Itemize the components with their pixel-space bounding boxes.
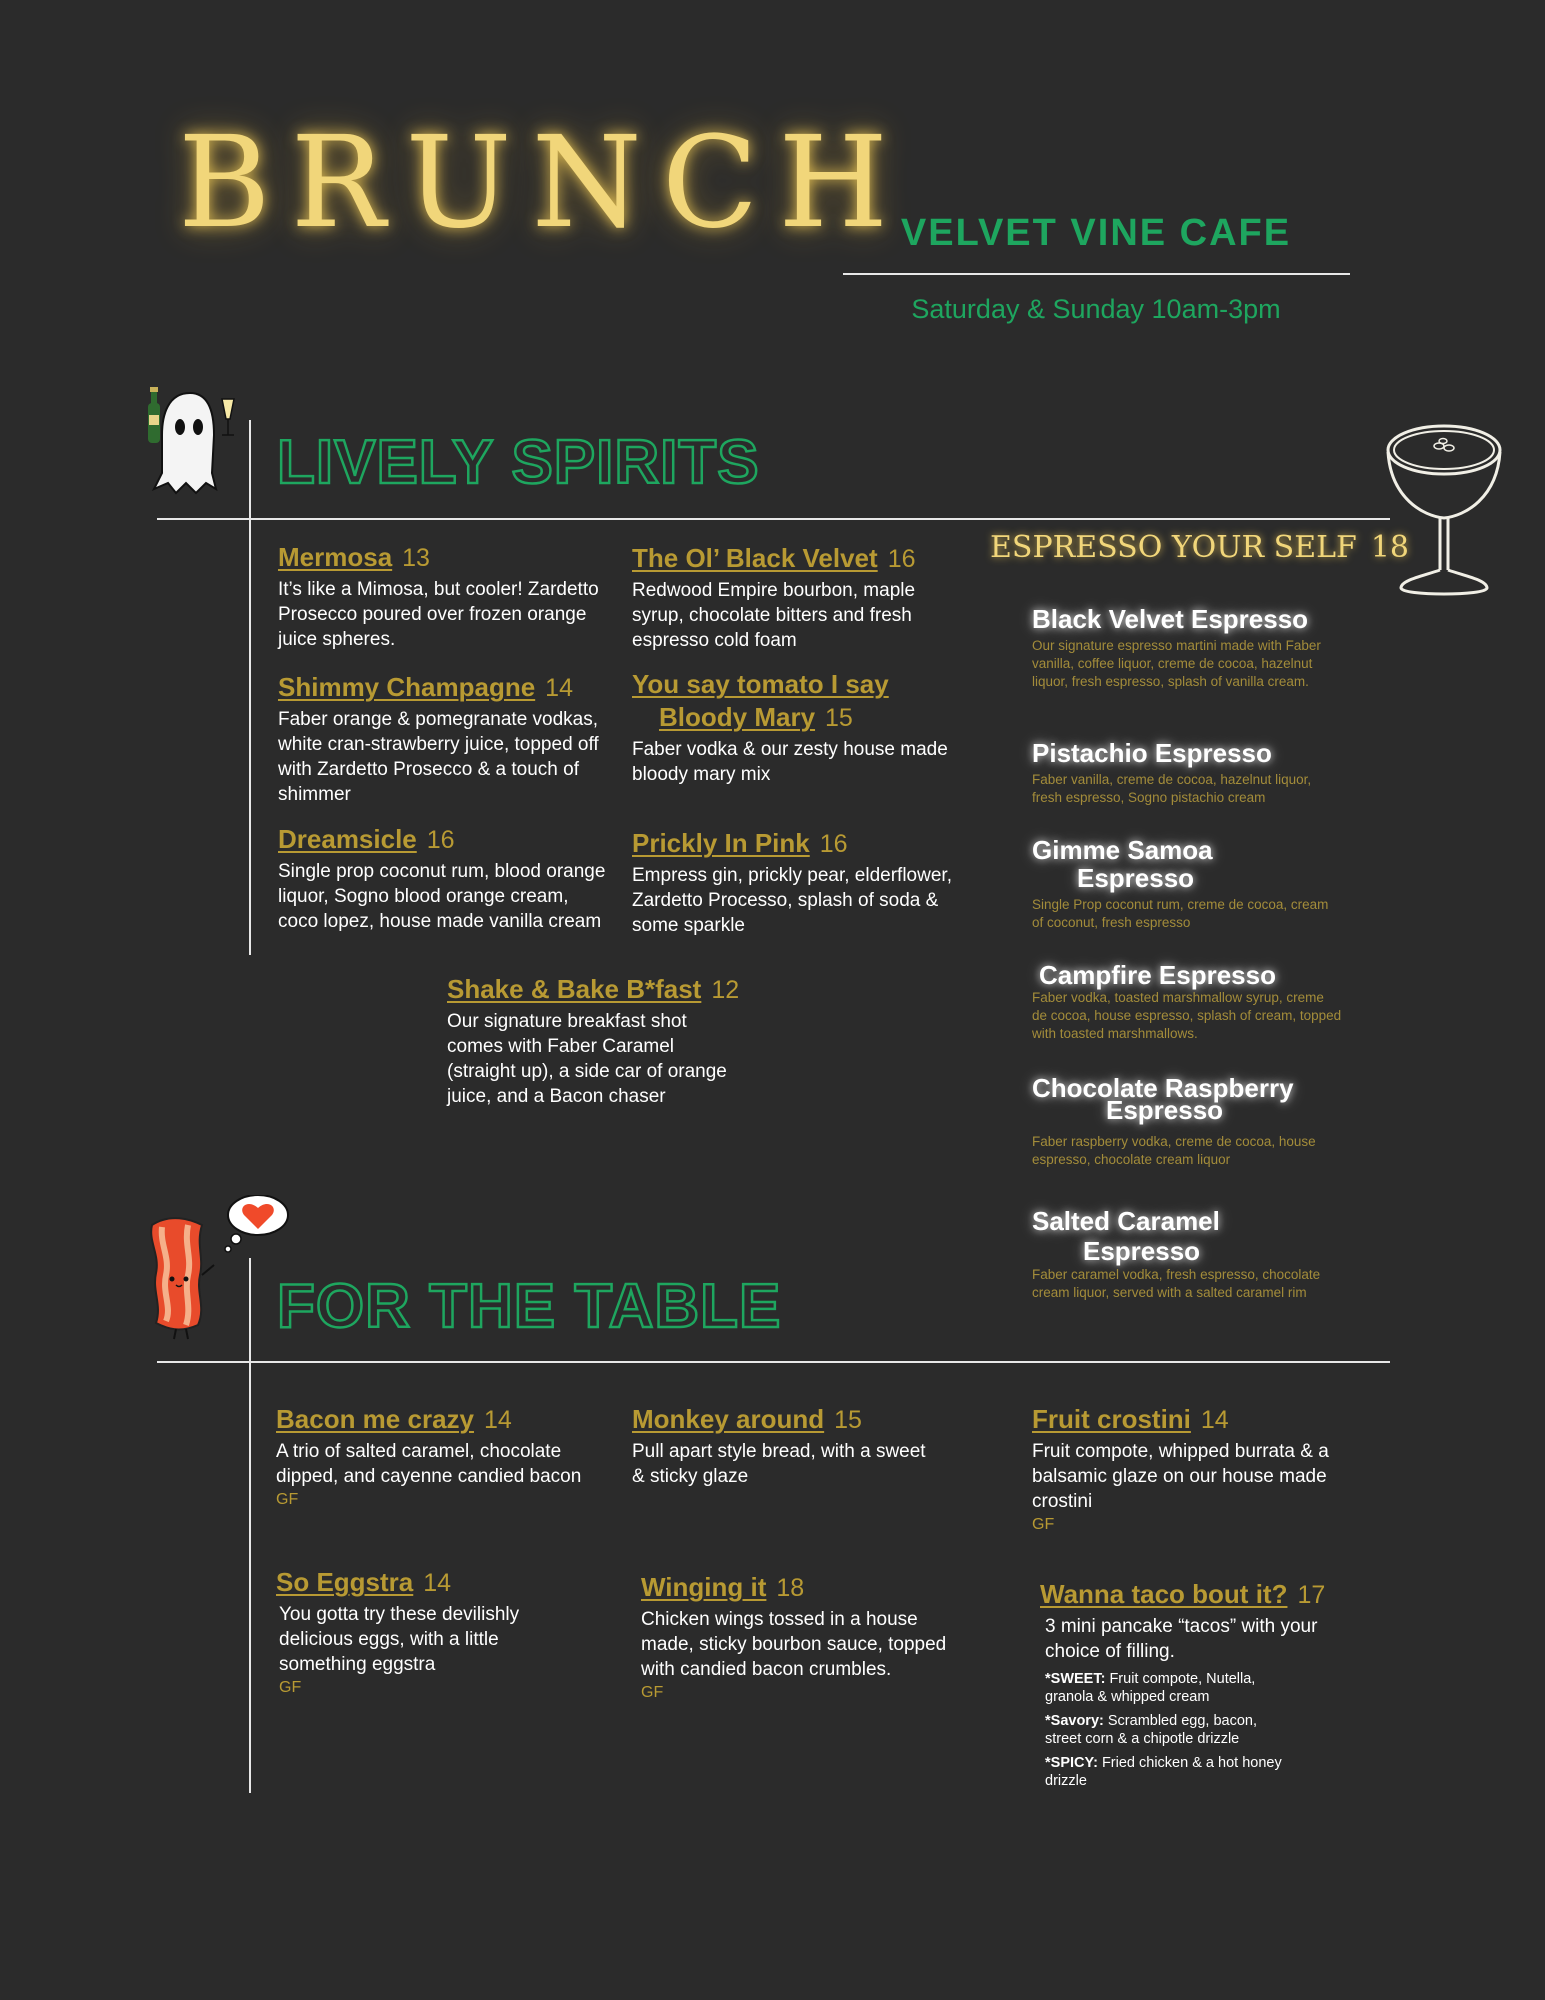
item-price: 15 <box>834 1406 862 1434</box>
menu-item <box>447 974 747 1109</box>
espresso-name: Salted Caramel <box>1032 1206 1220 1236</box>
item-description: A trio of salted caramel, chocolate dipped, and cayenne candied bacon <box>276 1441 582 1487</box>
menu-item <box>1032 1404 1352 1534</box>
cafe-name: VELVET VINE CAFE <box>900 212 1292 254</box>
item-price: 14 <box>545 674 573 702</box>
espresso-name: Campfire Espresso <box>1039 960 1276 990</box>
item-description: Faber orange & pomegranate vodkas, white cran-strawberry juice, topped off with Zardetto Prosecco & a touch of shimmer <box>278 709 599 805</box>
gluten-free-tag: GF <box>279 1679 302 1696</box>
item-description: Redwood Empire bourbon, maple syrup, chocolate bitters and fresh espresso cold foam <box>632 580 916 651</box>
option-text: Fried chicken & a hot honey drizzle <box>1045 1755 1282 1789</box>
section-title-spirits: LIVELY SPIRITS <box>277 428 760 497</box>
espresso-item <box>1032 961 1342 1043</box>
item-price: 16 <box>426 826 455 854</box>
espresso-price: 18 <box>1370 530 1410 565</box>
coupe-glass-icon <box>1383 420 1505 602</box>
divider <box>843 273 1350 275</box>
espresso-item <box>1032 836 1342 932</box>
item-name: So Eggstra <box>276 1567 414 1597</box>
item-price: 12 <box>711 976 740 1004</box>
page-title: BRUNCH <box>178 109 909 256</box>
menu-item <box>632 828 952 938</box>
item-price: 14 <box>1200 1406 1229 1434</box>
menu-item <box>278 672 608 807</box>
menu-item <box>278 824 608 934</box>
item-price: 14 <box>483 1406 512 1434</box>
item-name: Shimmy Champagne <box>278 672 536 702</box>
item-name: Monkey around <box>632 1404 825 1434</box>
menu-item <box>641 1572 961 1702</box>
gluten-free-tag: GF <box>276 1491 299 1508</box>
taco-option <box>1045 1754 1285 1790</box>
item-description: Empress gin, prickly pear, elderflower, Zardetto Processo, splash of soda & some sparkle <box>632 865 952 936</box>
item-price: 18 <box>776 1574 805 1602</box>
item-description: 3 mini pancake “tacos” with your choice of filling. <box>1045 1616 1318 1662</box>
espresso-name: Pistachio Espresso <box>1032 738 1272 768</box>
espresso-name: Espresso <box>1077 863 1195 893</box>
espresso-name: Gimme Samoa <box>1032 835 1213 865</box>
item-name: Mermosa <box>278 542 393 572</box>
item-price: 17 <box>1297 1581 1326 1609</box>
section-title-table: FOR THE TABLE <box>277 1272 782 1341</box>
option-label: *Savory: <box>1045 1713 1104 1729</box>
item-name: Dreamsicle <box>278 824 417 854</box>
item-description: You gotta try these devilishly delicious eggs, with a little something eggstra <box>279 1604 520 1675</box>
option-label: *SPICY: <box>1045 1755 1098 1771</box>
item-description: It’s like a Mimosa, but cooler! Zardetto Prosecco poured over frozen orange juice spheres. <box>278 579 599 650</box>
menu-item <box>632 669 952 787</box>
option-label: *SWEET: <box>1045 1671 1106 1687</box>
espresso-name: Espresso <box>1106 1095 1224 1125</box>
ghost-champagne-icon <box>140 385 240 500</box>
taco-option <box>1045 1670 1285 1706</box>
espresso-item <box>1032 605 1342 691</box>
item-name: Prickly In Pink <box>632 828 810 858</box>
menu-item <box>276 1567 586 1697</box>
espresso-description: Faber vodka, toasted marshmallow syrup, creme de cocoa, house espresso, splash of cream, topped with toasted marshmallows. <box>1032 990 1342 1041</box>
section-horizontal-rule <box>157 518 1390 520</box>
espresso-description: Faber vanilla, creme de cocoa, hazelnut liquor, fresh espresso, Sogno pistachio cream <box>1032 772 1312 805</box>
espresso-description: Our signature espresso martini made with Faber vanilla, coffee liquor, creme de cocoa, hazelnut liquor, fresh espresso, splash of vanilla cream. <box>1032 638 1321 689</box>
item-price: 16 <box>887 545 916 573</box>
item-description: Our signature breakfast shot comes with Faber Caramel (straight up), a side car of orange juice, and a Bacon chaser <box>447 1011 727 1107</box>
espresso-heading <box>990 530 1409 565</box>
item-name: Bacon me crazy <box>276 1404 474 1434</box>
espresso-item <box>1032 1073 1342 1169</box>
espresso-name: Espresso <box>1083 1236 1201 1266</box>
espresso-name: Black Velvet Espresso <box>1032 604 1309 634</box>
item-description: Pull apart style bread, with a sweet & sticky glaze <box>632 1441 926 1487</box>
item-name: You say tomato I say <box>632 669 889 699</box>
espresso-description: Single Prop coconut rum, creme de cocoa, cream of coconut, fresh espresso <box>1032 897 1329 930</box>
option-text: Scrambled egg, bacon, street corn & a chipotle drizzle <box>1045 1713 1257 1747</box>
item-description: Faber vodka & our zesty house made bloody mary mix <box>632 739 948 785</box>
taco-option <box>1045 1712 1285 1748</box>
espresso-description: Faber caramel vodka, fresh espresso, chocolate cream liquor, served with a salted caramel rim <box>1032 1267 1321 1300</box>
bacon-heart-icon <box>140 1195 290 1345</box>
option-text: Fruit compote, Nutella, granola & whipped cream <box>1045 1671 1256 1705</box>
menu-item <box>276 1404 596 1509</box>
item-name: Fruit crostini <box>1032 1404 1191 1434</box>
item-price: 15 <box>825 704 853 732</box>
menu-item <box>632 1404 932 1489</box>
espresso-title: ESPRESSO YOUR SELF <box>990 530 1357 565</box>
menu-item <box>278 542 608 652</box>
espresso-item <box>1032 739 1342 807</box>
menu-item <box>632 543 952 653</box>
section-horizontal-rule <box>157 1361 1390 1363</box>
section-vertical-rule <box>249 1258 251 1793</box>
item-name: The Ol’ Black Velvet <box>632 543 878 573</box>
gluten-free-tag: GF <box>1032 1516 1055 1533</box>
menu-item <box>1040 1579 1360 1790</box>
item-name: Bloody Mary <box>659 702 816 732</box>
item-name: Wanna taco bout it? <box>1040 1579 1288 1609</box>
item-description: Fruit compote, whipped burrata & a balsamic glaze on our house made crostini <box>1032 1441 1329 1512</box>
espresso-item <box>1032 1206 1342 1302</box>
item-price: 13 <box>402 544 430 572</box>
item-name: Winging it <box>641 1572 767 1602</box>
item-description: Chicken wings tossed in a house made, sticky bourbon sauce, topped with candied bacon crumbles. <box>641 1609 947 1680</box>
espresso-description: Faber raspberry vodka, creme de cocoa, house espresso, chocolate cream liquor <box>1032 1134 1316 1167</box>
opening-hours: Saturday & Sunday 10am-3pm <box>911 294 1281 324</box>
section-vertical-rule <box>249 420 251 955</box>
item-description: Single prop coconut rum, blood orange liquor, Sogno blood orange cream, coco lopez, house made vanilla cream <box>278 861 606 932</box>
item-price: 14 <box>423 1569 452 1597</box>
item-price: 16 <box>819 830 848 858</box>
gluten-free-tag: GF <box>641 1684 664 1701</box>
espresso-name: Chocolate Raspberry <box>1032 1073 1294 1103</box>
item-name: Shake & Bake B*fast <box>447 974 702 1004</box>
